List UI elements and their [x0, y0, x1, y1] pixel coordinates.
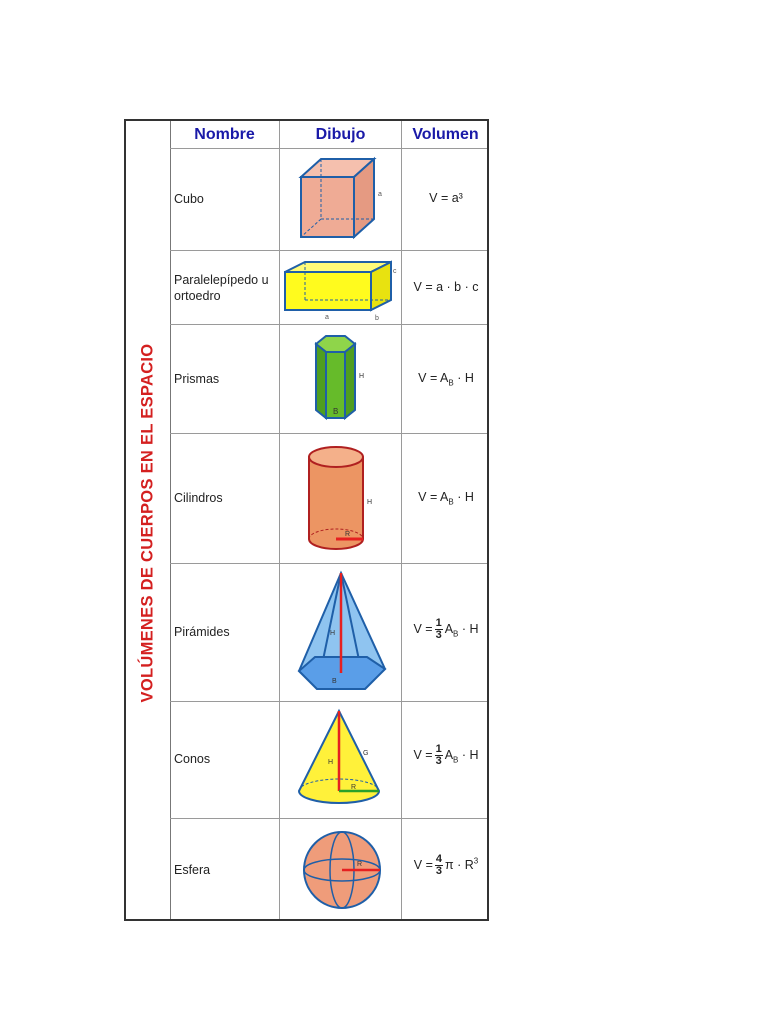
row-divider: [170, 250, 487, 251]
row-name-prismas: Prismas: [174, 372, 220, 386]
cone-label-h: H: [328, 759, 334, 766]
row-divider: [170, 818, 487, 819]
prism-label-b: B: [333, 407, 339, 416]
row-name-paralelepipedo: Paralelepípedo u ortoedro: [174, 273, 269, 303]
formula-piramides: V = $\frac{1}{3}$ $A_B \cdot H$: [413, 617, 479, 641]
cuboid-label-a: a: [325, 314, 329, 321]
formula-prismas: $V = A_B \cdot H$: [418, 371, 474, 388]
row-name-conos: Conos: [174, 752, 211, 766]
cuboid-label-b: b: [375, 315, 379, 322]
header-nombre: Nombre: [194, 126, 255, 143]
cylinder-label-r: R: [345, 531, 351, 538]
formula-cilindros: $V = A_B \cdot H$: [418, 490, 474, 507]
formula-paralelepipedo: V = a · b · c: [413, 280, 479, 294]
formula-cubo: V = a³: [429, 191, 463, 205]
prism-label-h: H: [359, 373, 365, 380]
row-divider: [170, 324, 487, 325]
cuboid-drawing: [281, 252, 401, 324]
pyramid-drawing: [281, 565, 401, 701]
row-name-cubo: Cubo: [174, 192, 204, 206]
prism-drawing: [281, 326, 401, 432]
cone-label-g: G: [363, 750, 369, 757]
sphere-drawing: [281, 820, 401, 920]
row-name-piramides: Pirámides: [174, 625, 230, 639]
row-divider: [170, 563, 487, 564]
cylinder-label-h: H: [367, 499, 373, 506]
cone-label-r: R: [351, 784, 357, 791]
header-volumen: Volumen: [412, 126, 479, 143]
table-title: VOLÚMENES DE CUERPOS EN EL ESPACIO: [138, 343, 157, 703]
formula-conos: V = $\frac{1}{3}$ $A_B \cdot H$: [413, 743, 479, 767]
cylinder-drawing: [281, 435, 401, 562]
row-name-cilindros: Cilindros: [174, 491, 223, 505]
title-band: [126, 121, 171, 919]
sphere-label-r: R: [357, 861, 363, 868]
column-divider: [279, 121, 280, 919]
row-divider: [170, 701, 487, 702]
row-divider: [170, 148, 487, 149]
cube-drawing: [281, 151, 401, 249]
cube-label-a: a: [378, 191, 382, 198]
header-dibujo: Dibujo: [315, 126, 366, 143]
column-divider: [401, 121, 402, 919]
row-divider: [170, 433, 487, 434]
volumes-table: [124, 119, 489, 921]
pyramid-label-h: H: [330, 630, 336, 637]
cone-drawing: [281, 703, 401, 817]
row-name-esfera: Esfera: [174, 863, 211, 877]
pyramid-label-b: B: [332, 678, 337, 685]
formula-esfera: V = $\frac{4}{3}$ $\pi \cdot R^3$: [413, 853, 479, 877]
cuboid-label-c: c: [393, 268, 397, 275]
